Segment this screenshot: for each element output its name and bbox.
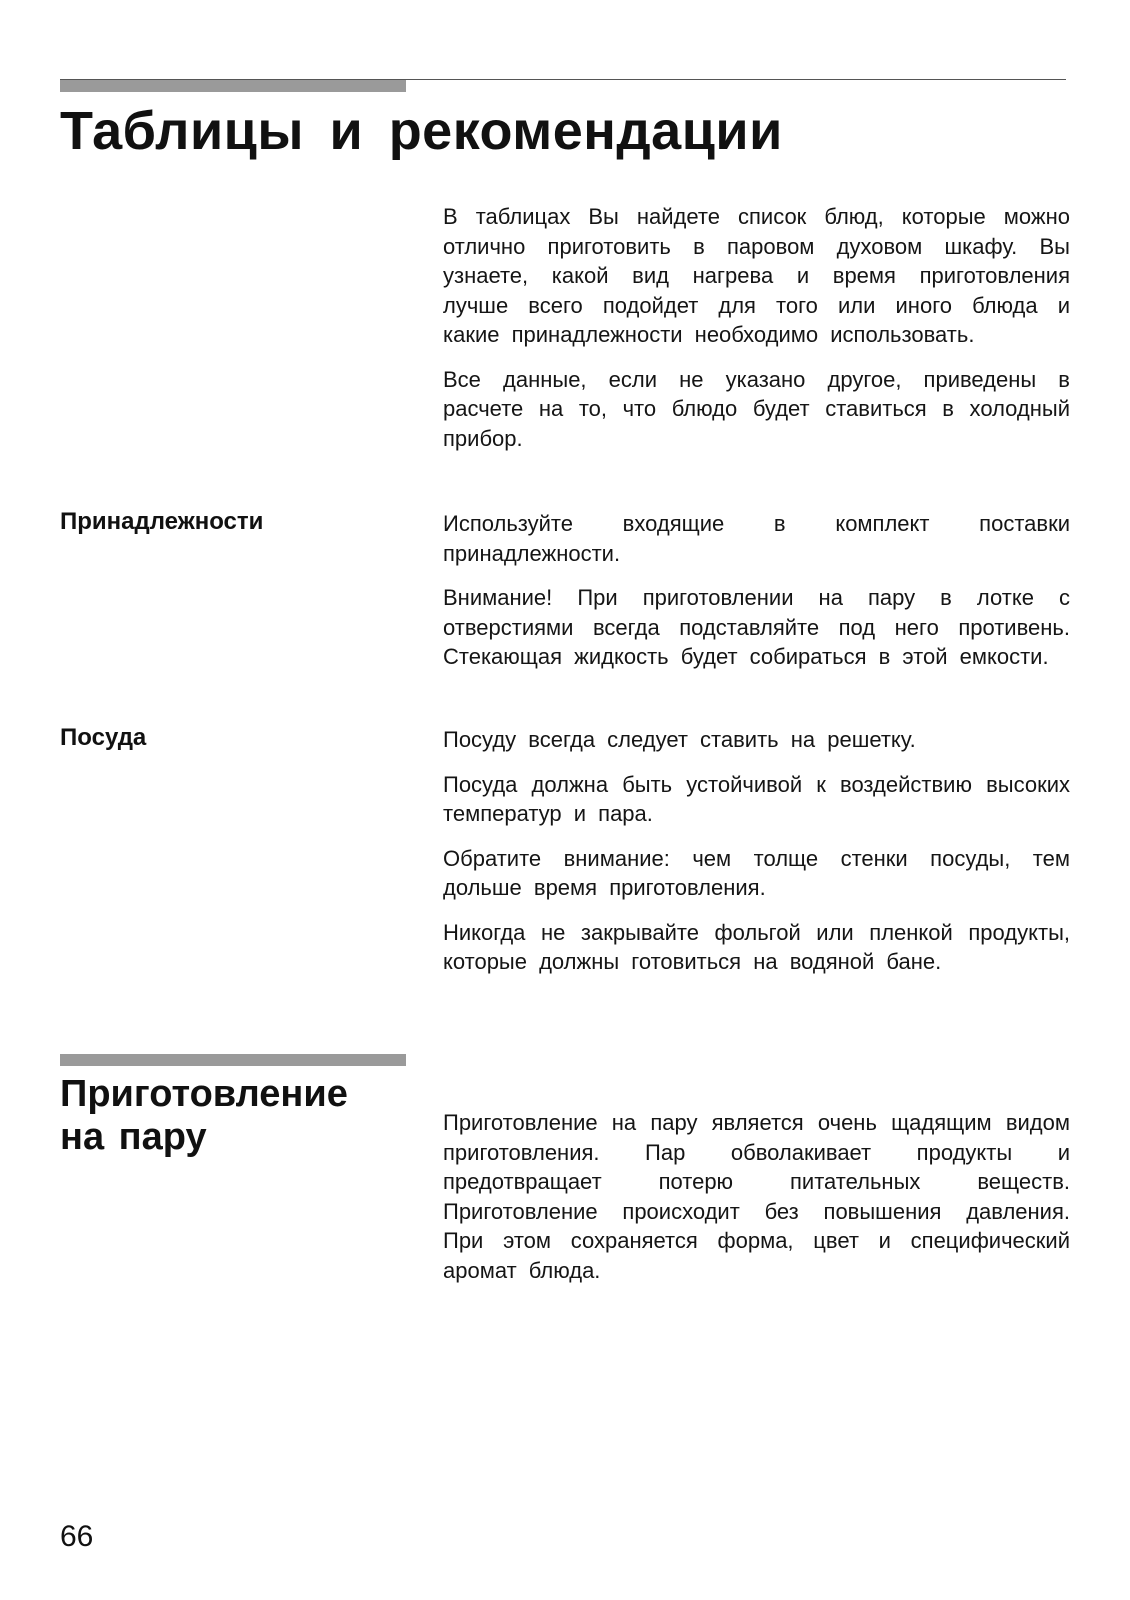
header-thick-rule	[60, 80, 406, 92]
accessories-paragraph: Внимание! При приготовлении на пару в лотке с отверстиями всегда подставляйте под него противень. Стекающая жидкость будет собираться в этой емкости.	[443, 585, 1070, 669]
intro-text	[443, 202, 1070, 453]
cookware-text	[443, 725, 1070, 977]
cookware-paragraph: Посуду всегда следует ставить на решетку.	[443, 727, 916, 752]
intro-paragraph: В таблицах Вы найдете список блюд, которые можно отлично приготовить в паровом духовом шкафу. Вы узнаете, какой вид нагрева и время приготовления лучше всего подойдет для того или иного блюда и какие принадлежности необходимо использовать.	[443, 204, 1070, 347]
cookware-paragraph: Посуда должна быть устойчивой к воздействию высоких температур и пара.	[443, 771, 1070, 826]
cookware-paragraph: Обратите внимание: чем толще стенки посуды, тем дольше время приготовления.	[443, 845, 1070, 900]
steaming-section-title	[60, 1073, 348, 1158]
cookware-heading: Посуда	[60, 724, 147, 751]
accessories-heading: Принадлежности	[60, 508, 264, 535]
steaming-title-line: на пару	[60, 1115, 207, 1158]
cookware-paragraph: Никогда не закрывайте фольгой или пленкой продукты, которые должны готовиться на водяной бане.	[443, 919, 1070, 974]
intro-paragraph: Все данные, если не указано другое, приведены в расчете на то, что блюдо будет ставиться в холодный прибор.	[443, 366, 1070, 451]
steaming-paragraph: Приготовление на пару является очень щадящим видом приготовления. Пар обволакивает продукты и предотвращает потерю питательных веществ. Приготовление происходит без повышения давления. При этом сохраняется форма, цвет и специфический аромат блюда.	[443, 1110, 1070, 1283]
accessories-paragraph: Используйте входящие в комплект поставки принадлежности.	[443, 511, 1070, 566]
steaming-title-line: Приготовление	[60, 1073, 348, 1115]
accessories-text	[443, 509, 1070, 672]
page-number: 66	[60, 1520, 94, 1553]
section-thick-rule	[60, 1054, 406, 1066]
page-title: Таблицы и рекомендации	[60, 101, 783, 161]
steaming-text	[443, 1108, 1070, 1285]
